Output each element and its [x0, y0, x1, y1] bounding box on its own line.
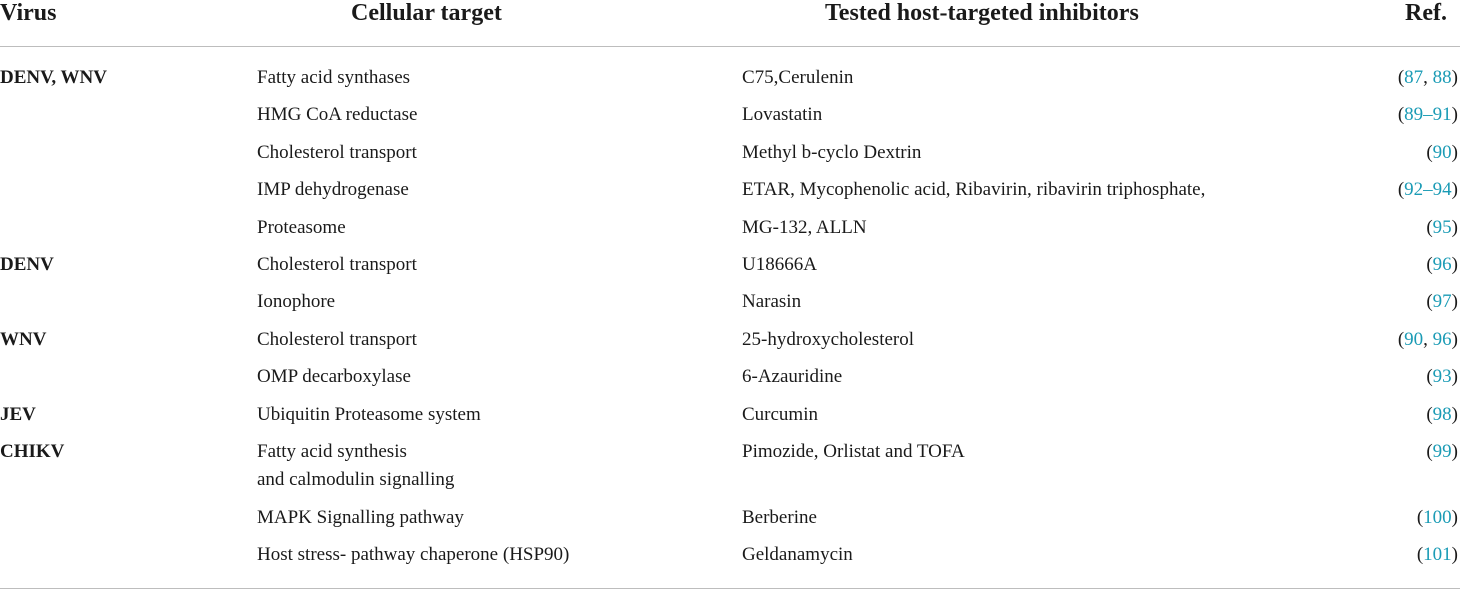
cell-inhibitors: Curcumin: [742, 403, 818, 425]
table-row: [0, 537, 1460, 574]
reference-punctuation: ): [1451, 67, 1458, 88]
reference-link[interactable]: 90: [1404, 328, 1424, 350]
table-row: [0, 247, 1460, 284]
cell-inhibitors: Methyl b-cyclo Dextrin: [742, 141, 922, 163]
table-row: [0, 322, 1460, 359]
reference-link[interactable]: 88: [1432, 67, 1452, 88]
reference-punctuation: ): [1451, 506, 1458, 528]
reference-punctuation: (: [1426, 440, 1433, 462]
table-row: [0, 97, 1460, 134]
cell-ref: [1398, 326, 1458, 354]
reference-link[interactable]: 100: [1423, 506, 1452, 528]
cell-inhibitors: ETAR, Mycophenolic acid, Ribavirin, ribavirin triphosphate,: [742, 179, 1206, 201]
table-row: [0, 397, 1460, 434]
cell-virus: CHIKV: [0, 440, 65, 462]
table-row: [0, 434, 1460, 500]
cell-ref: [1398, 176, 1458, 204]
table-row: [0, 210, 1460, 247]
reference-link[interactable]: 90: [1432, 141, 1452, 163]
cell-ref: [1398, 101, 1458, 129]
cell-inhibitors: MG-132, ALLN: [742, 216, 867, 238]
cell-cellular-target: Ubiquitin Proteasome system: [257, 403, 481, 425]
cell-cellular-target: Cholesterol transport: [257, 328, 417, 350]
cell-inhibitors: U18666A: [742, 253, 817, 275]
reference-punctuation: ): [1451, 253, 1458, 275]
cell-inhibitors: Lovastatin: [742, 104, 823, 126]
reference-link[interactable]: 89–91: [1404, 104, 1452, 126]
reference-punctuation: (: [1426, 366, 1433, 388]
table-bottom-rule: [0, 588, 1460, 589]
reference-link[interactable]: 101: [1423, 544, 1452, 566]
reference-punctuation: ): [1451, 440, 1458, 462]
reference-link[interactable]: 87: [1404, 67, 1424, 88]
cell-cellular-target: Host stress- pathway chaperone (HSP90): [257, 544, 570, 566]
reference-link[interactable]: 95: [1432, 216, 1452, 238]
cell-ref: [1426, 288, 1458, 316]
reference-link[interactable]: 96: [1432, 328, 1452, 350]
reference-punctuation: (: [1426, 216, 1433, 238]
cell-cellular-target: Ionophore: [257, 291, 336, 313]
reference-punctuation: ): [1451, 328, 1458, 350]
cell-virus: DENV: [0, 253, 54, 275]
cell-inhibitors: Narasin: [742, 291, 802, 313]
reference-punctuation: (: [1426, 403, 1433, 425]
cell-ref: [1398, 64, 1458, 92]
reference-punctuation: (: [1397, 179, 1405, 201]
cell-virus: JEV: [0, 403, 36, 425]
cell-ref: [1426, 139, 1458, 167]
table-row: [0, 500, 1460, 537]
reference-punctuation: (: [1426, 291, 1433, 313]
cell-cellular-target: Fatty acid synthases: [257, 67, 411, 88]
table-body: [0, 60, 1460, 575]
cell-ref: [1426, 214, 1458, 242]
cell-virus: DENV, WNV: [0, 67, 107, 88]
cell-inhibitors: 6-Azauridine: [742, 366, 843, 388]
cell-cellular-target: Fatty acid synthesis and calmodulin signalling: [257, 440, 455, 490]
reference-punctuation: (: [1397, 328, 1405, 350]
reference-punctuation: ,: [1423, 67, 1433, 88]
cell-inhibitors: Geldanamycin: [742, 544, 853, 566]
reference-punctuation: ): [1451, 544, 1458, 566]
cell-ref: [1426, 401, 1458, 429]
reference-punctuation: (: [1397, 104, 1405, 126]
header-ref: Ref.: [1405, 0, 1447, 26]
reference-punctuation: ): [1451, 179, 1458, 201]
reference-link[interactable]: 99: [1432, 440, 1452, 462]
reference-punctuation: ): [1451, 291, 1458, 313]
reference-link[interactable]: 92–94: [1404, 179, 1452, 201]
reference-punctuation: (: [1416, 506, 1424, 528]
cell-ref: [1426, 251, 1458, 279]
reference-punctuation: ): [1451, 366, 1458, 388]
cell-inhibitors: C75,Cerulenin: [742, 67, 854, 88]
cell-inhibitors: Pimozide, Orlistat and TOFA: [742, 440, 965, 462]
reference-punctuation: ): [1451, 216, 1458, 238]
reference-punctuation: ): [1451, 104, 1458, 126]
cell-cellular-target: OMP decarboxylase: [257, 366, 411, 388]
reference-punctuation: (: [1426, 141, 1433, 163]
table-header-row: [0, 0, 1460, 47]
cell-ref: [1417, 541, 1458, 569]
reference-punctuation: (: [1416, 544, 1424, 566]
reference-punctuation: (: [1426, 253, 1433, 275]
cell-inhibitors: 25-hydroxycholesterol: [742, 328, 915, 350]
reference-punctuation: ,: [1423, 328, 1433, 350]
cell-ref: [1426, 438, 1458, 466]
reference-punctuation: ): [1451, 141, 1458, 163]
reference-punctuation: (: [1397, 67, 1405, 88]
header-cellular-target: Cellular target: [351, 0, 502, 26]
cell-cellular-target: IMP dehydrogenase: [257, 179, 409, 201]
table-row: [0, 60, 1460, 97]
reference-link[interactable]: 93: [1432, 366, 1452, 388]
table-row: [0, 359, 1460, 396]
reference-link[interactable]: 98: [1432, 403, 1452, 425]
table-row: [0, 284, 1460, 321]
cell-cellular-target: Cholesterol transport: [257, 253, 417, 275]
table-row: [0, 135, 1460, 172]
header-inhibitors: Tested host-targeted inhibitors: [825, 0, 1139, 26]
header-virus: Virus: [0, 0, 57, 26]
cell-cellular-target: Proteasome: [257, 216, 346, 238]
reference-punctuation: ): [1451, 403, 1458, 425]
table-row: [0, 172, 1460, 209]
cell-ref: [1417, 504, 1458, 532]
reference-link[interactable]: 96: [1432, 253, 1452, 275]
cell-cellular-target: MAPK Signalling pathway: [257, 506, 464, 528]
reference-link[interactable]: 97: [1432, 291, 1452, 313]
cell-cellular-target: HMG CoA reductase: [257, 104, 418, 126]
cell-cellular-target: Cholesterol transport: [257, 141, 417, 163]
cell-virus: WNV: [0, 328, 47, 350]
cell-ref: [1426, 363, 1458, 391]
cell-inhibitors: Berberine: [742, 506, 817, 528]
